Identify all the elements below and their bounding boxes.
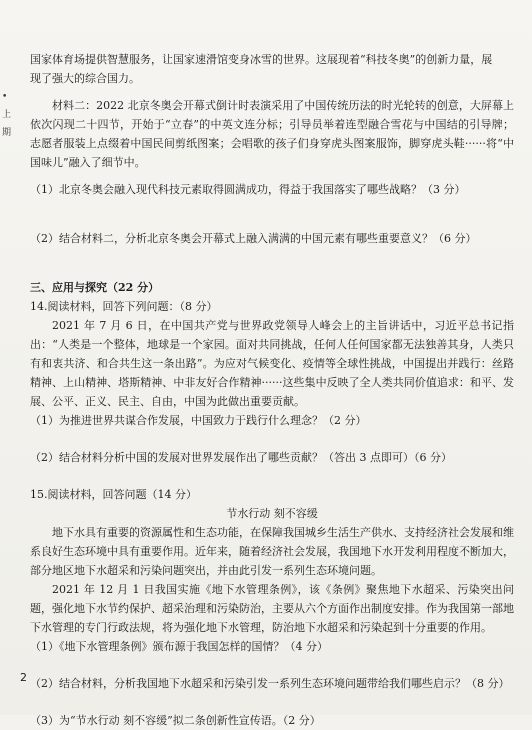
intro-line-1: 国家体育场提供智慧服务，让国家速滑馆变身冰雪的世界。这展现着“科技冬奥”的创新力量，展 <box>30 53 493 66</box>
page-content <box>30 50 514 730</box>
question-15-paragraph-1: 地下水具有重要的资源属性和生态功能，在保障我国城乡生活生产供水、支持经济社会发展和维系良好生态环境中具有重要作用。近年来，随着经济社会发展，我国地下水开发利用程度不断加大，部分地区地下水超采和污染问题突出，并由此引发一系列生态环境问题。 <box>30 526 514 577</box>
intro-line-2: 现了强大的综合国力。 <box>30 72 140 85</box>
question-15-paragraph-2: 2021 年 12 月 1 日我国实施《地下水管理条例》，该《条例》聚焦地下水超采、污染突出问题，强化地下水节约保护、超采治理和污染防治，主要从六个方面作出制度安排。作为我国第一部地下水管理的专门行政法规，将为强化地下水管理，防治地下水超采和污染起到十分重要的作用。 <box>30 583 514 634</box>
question-13-2: （2）结合材料二，分析北京冬奥会开幕式上融入满满的中国元素有哪些重要意义？（6 分） <box>30 232 477 245</box>
question-13-1: （1）北京冬奥会融入现代科技元素取得圆满成功，得益于我国落实了哪些战略？（3 分） <box>30 183 466 196</box>
section-three-heading: 三、应用与探究（22 分） <box>30 281 160 294</box>
question-15-2: （2）结合材料，分析我国地下水超采和污染引发一系列生态环境问题带给我们哪些启示？（8 分） <box>30 677 510 690</box>
question-15-3: （3）为“节水行动 刻不容缓”拟二条创新性宣传语。（2 分） <box>30 714 321 727</box>
margin-mark: 上 <box>2 110 12 120</box>
page-number: 2 <box>20 671 27 684</box>
margin-mark: • <box>2 92 8 102</box>
question-15-title: 15.阅读材料，回答问题（14 分） <box>30 488 197 501</box>
question-15-1: （1）《地下水管理条例》颁布源于我国怎样的国情？（4 分） <box>30 640 328 653</box>
question-14-material: 2021 年 7 月 6 日，在中国共产党与世界政党领导人峰会上的主旨讲话中，习近平总书记指出：“人类是一个整体，地球是一个家园。面对共同挑战，任何人任何国家都无法独善其身，人类只有和衷共济、和合共生这一条出路”。为应对气候变化、疫情等全球性挑战，中国提出并践行：丝路精神、上山精神、塔斯精神、中非友好合作精神······这些集中反映了全人类共同价值追求：和平、发展、公平、正义、民主、自由，中国为此做出重要贡献。 <box>30 319 514 408</box>
margin-mark: 期 <box>2 128 12 138</box>
question-14-2: （2）结合材料分析中国的发展对世界发展作出了哪些贡献？（答出 3 点即可）（6 分） <box>30 451 452 464</box>
material-two: 材料二：2022 北京冬奥会开幕式倒计时表演采用了中国传统历法的时光轮转的创意，大屏幕上依次闪现二十四节，开始于“立春”的中英文连分标；引导员举着连型融合雪花与中国结的引导牌；志愿者服装上点缀着中国民间剪纸图案；会唱歌的孩子们身穿虎头图案服饰，脚穿虎头鞋······将“中国味儿”融入了细节中。 <box>30 99 514 169</box>
question-15-heading: 节水行动 刻不容缓 <box>226 507 318 520</box>
question-14-title: 14.阅读材料，回答下列问题：（8 分） <box>30 300 218 313</box>
question-14-1: （1）为推进世界共谋合作发展，中国致力于践行什么理念？（2 分） <box>30 414 367 427</box>
margin-marks <box>2 88 16 142</box>
